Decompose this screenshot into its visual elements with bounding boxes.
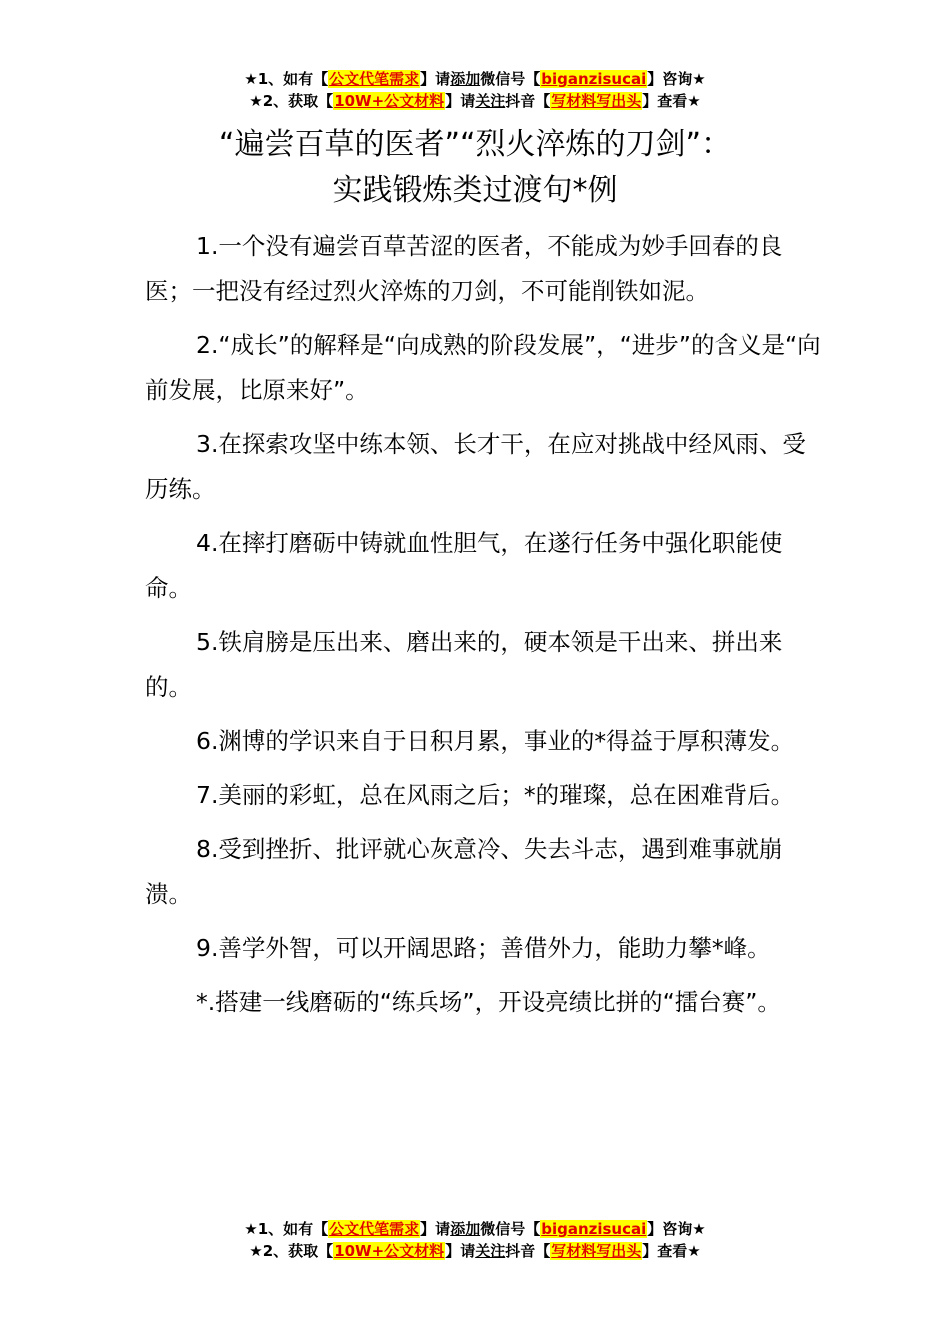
title-line-1: “遍尝百草的医者”“烈火淬炼的刀剑”： xyxy=(218,127,732,162)
banner-highlight: 写材料写出头 xyxy=(551,92,642,110)
banner-text: 】咨询★ xyxy=(647,70,706,88)
banner-text: 】咨询★ xyxy=(647,1220,706,1238)
banner-line-2 xyxy=(0,90,950,112)
banner-text: 】请 xyxy=(445,92,476,110)
footer-banner xyxy=(0,1218,950,1262)
banner-highlight: 公文代笔需求 xyxy=(329,1220,420,1238)
paragraph: 8.受到挫折、批评就心灰意冷、失去斗志，遇到难事就崩溃。 xyxy=(145,835,783,908)
banner-underline: 添加 xyxy=(450,1220,481,1238)
banner-text: 】请 xyxy=(420,1220,451,1238)
banner-line-2 xyxy=(0,1240,950,1262)
banner-line-1 xyxy=(0,1218,950,1240)
paragraph: 6.渊博的学识来自于日积月累，事业的*得益于厚积薄发。 xyxy=(196,727,795,755)
document-body xyxy=(145,224,825,1034)
title-line-2: 实践锻炼类过渡句*例 xyxy=(332,173,618,208)
paragraph: 1.一个没有遍尝百草苦涩的医者，不能成为妙手回春的良医；一把没有经过烈火淬炼的刀剑，不可能削铁如泥。 xyxy=(145,232,783,305)
banner-highlight: 10W+公文材料 xyxy=(334,92,445,110)
header-banner xyxy=(0,68,950,112)
banner-text: 微信号【 xyxy=(480,70,541,88)
paragraph: 2.“成长”的解释是“向成熟的阶段发展”，“进步”的含义是“向前发展，比原来好”。 xyxy=(145,331,821,404)
paragraph: 9.善学外智，可以开阔思路；善借外力，能助力攀*峰。 xyxy=(196,934,771,962)
banner-underline: 关注 xyxy=(475,1242,506,1260)
banner-underline: 添加 xyxy=(450,70,481,88)
banner-highlight: 10W+公文材料 xyxy=(334,1242,445,1260)
banner-text: 微信号【 xyxy=(480,1220,541,1238)
banner-highlight: 公文代笔需求 xyxy=(329,70,420,88)
banner-line-1 xyxy=(0,68,950,90)
document-title xyxy=(0,122,950,214)
banner-underline: 关注 xyxy=(475,92,506,110)
banner-highlight: 写材料写出头 xyxy=(551,1242,642,1260)
banner-text: 抖音【 xyxy=(505,92,551,110)
banner-text: 】查看★ xyxy=(642,1242,701,1260)
paragraph: 7.美丽的彩虹，总在风雨之后；*的璀璨，总在困难背后。 xyxy=(196,781,795,809)
banner-text: ★1、如有【 xyxy=(244,70,329,88)
banner-text: ★2、获取【 xyxy=(249,1242,334,1260)
banner-text: ★1、如有【 xyxy=(244,1220,329,1238)
paragraph: *.搭建一线磨砺的“练兵场”，开设亮绩比拼的“擂台赛”。 xyxy=(196,988,781,1016)
banner-highlight: biganzisucai xyxy=(541,1220,647,1238)
banner-text: 】查看★ xyxy=(642,92,701,110)
paragraph: 4.在摔打磨砺中铸就血性胆气，在遂行任务中强化职能使命。 xyxy=(145,529,783,602)
banner-text: ★2、获取【 xyxy=(249,92,334,110)
paragraph: 3.在探索攻坚中练本领、长才干，在应对挑战中经风雨、受历练。 xyxy=(145,430,806,503)
banner-text: 抖音【 xyxy=(505,1242,551,1260)
banner-text: 】请 xyxy=(445,1242,476,1260)
banner-highlight: biganzisucai xyxy=(541,70,647,88)
paragraph: 5.铁肩膀是压出来、磨出来的，硬本领是干出来、拼出来的。 xyxy=(145,628,783,701)
banner-text: 】请 xyxy=(420,70,451,88)
